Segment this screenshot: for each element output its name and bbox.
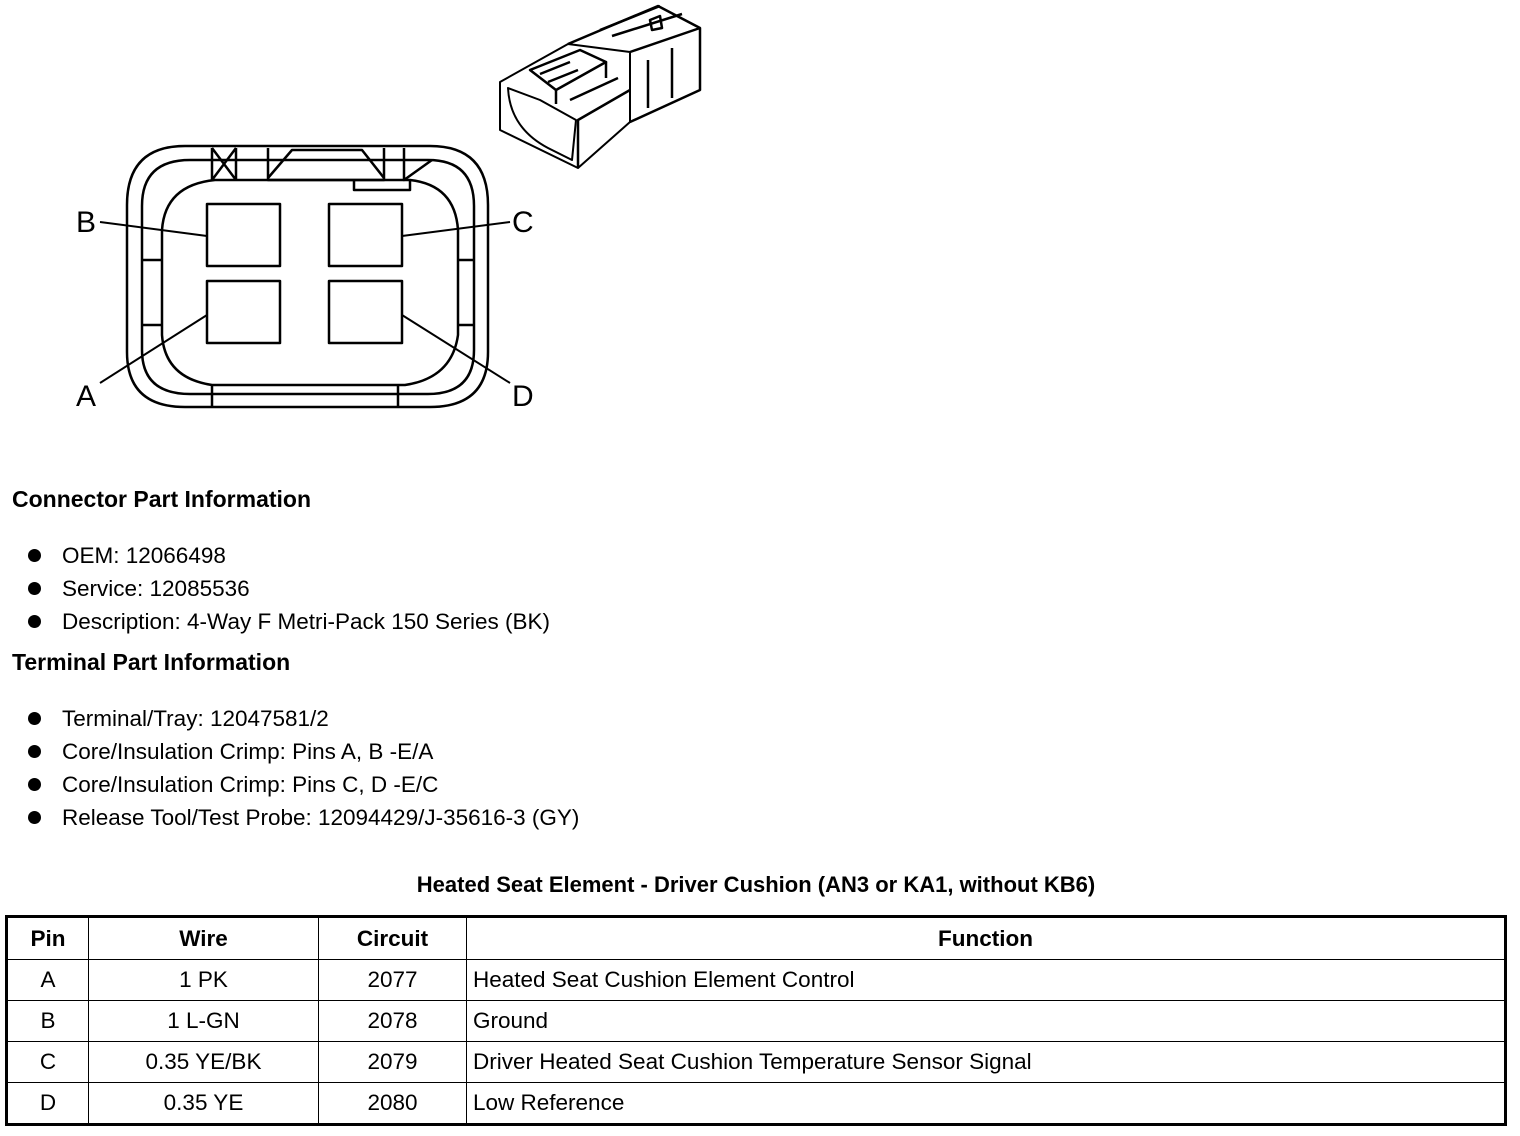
cell-function: Driver Heated Seat Cushion Temperature Sensor Signal: [467, 1042, 1506, 1083]
cell-function: Heated Seat Cushion Element Control: [467, 960, 1506, 1001]
header-wire: Wire: [89, 917, 319, 960]
table-row: [7, 1042, 1506, 1083]
table-row: [7, 960, 1506, 1001]
connector-info-heading: Connector Part Information: [12, 486, 312, 512]
cell-function: Ground: [467, 1001, 1506, 1042]
cell-pin: A: [7, 960, 89, 1001]
cell-circuit: 2078: [319, 1001, 467, 1042]
list-item: OEM: 12066498: [28, 539, 550, 572]
pin-table: [5, 915, 1507, 1126]
terminal-info-heading: Terminal Part Information: [12, 649, 291, 675]
table-row: [7, 1083, 1506, 1125]
cell-function: Low Reference: [467, 1083, 1506, 1125]
pin-label-b: B: [76, 206, 97, 239]
pin-table-title: Heated Seat Element - Driver Cushion (AN3 or KA1, without KB6): [416, 872, 1096, 897]
cell-wire: 1 PK: [89, 960, 319, 1001]
list-item: Core/Insulation Crimp: Pins A, B -E/A: [28, 735, 579, 768]
table-row: [7, 1001, 1506, 1042]
terminal-info-list: [28, 702, 579, 834]
cell-circuit: 2077: [319, 960, 467, 1001]
list-item: Description: 4-Way F Metri-Pack 150 Series (BK): [28, 605, 550, 638]
header-pin: Pin: [7, 917, 89, 960]
cell-wire: 0.35 YE/BK: [89, 1042, 319, 1083]
cell-wire: 1 L-GN: [89, 1001, 319, 1042]
list-item: Service: 12085536: [28, 572, 550, 605]
cell-pin: C: [7, 1042, 89, 1083]
cell-wire: 0.35 YE: [89, 1083, 319, 1125]
cell-pin: B: [7, 1001, 89, 1042]
pin-label-a: A: [76, 380, 97, 413]
list-item: Core/Insulation Crimp: Pins C, D -E/C: [28, 768, 579, 801]
header-circuit: Circuit: [319, 917, 467, 960]
list-item: Terminal/Tray: 12047581/2: [28, 702, 579, 735]
cell-circuit: 2079: [319, 1042, 467, 1083]
list-item: Release Tool/Test Probe: 12094429/J-35616-3 (GY): [28, 801, 579, 834]
pin-label-d: D: [512, 380, 534, 413]
header-function: Function: [467, 917, 1506, 960]
connector-diagram: [0, 0, 760, 460]
pin-label-c: C: [512, 206, 534, 239]
connector-info-list: [28, 539, 550, 638]
cell-pin: D: [7, 1083, 89, 1125]
table-header-row: [7, 917, 1506, 960]
cell-circuit: 2080: [319, 1083, 467, 1125]
